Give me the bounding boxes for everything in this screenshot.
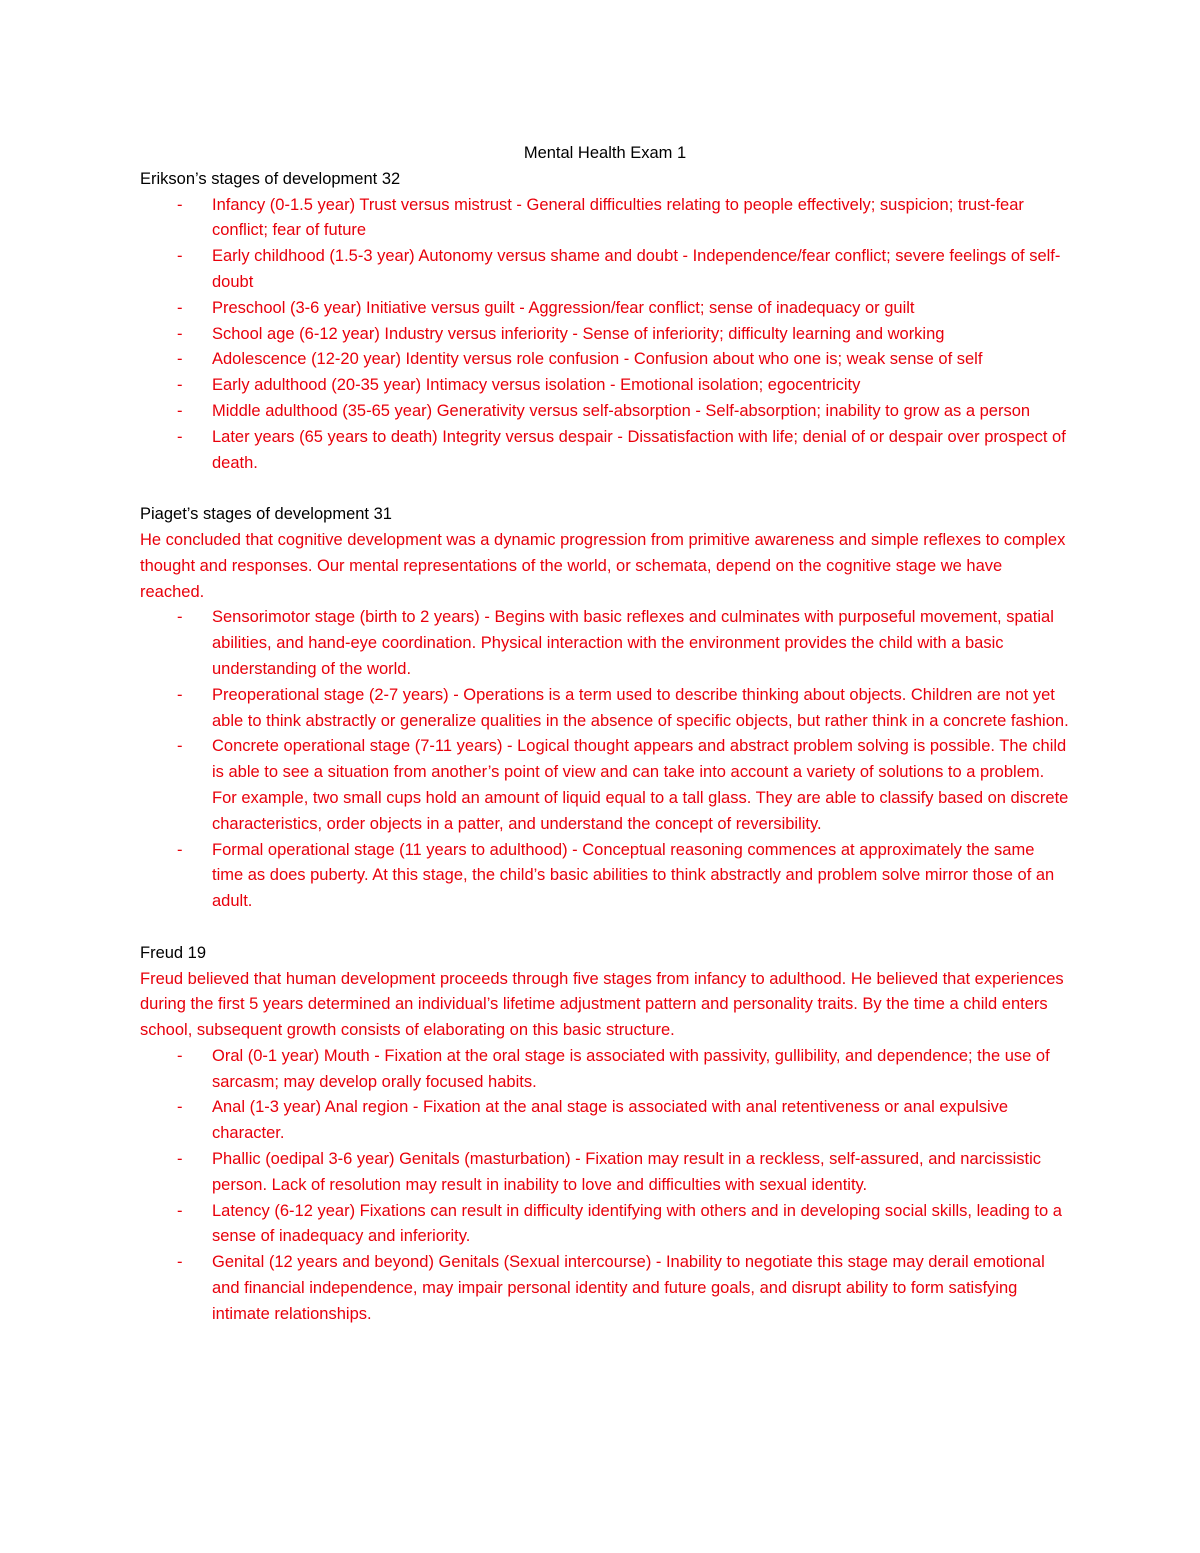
dash-bullet: - <box>177 840 183 859</box>
list-item: - Genital (12 years and beyond) Genitals (Sexual intercourse) - Inability to negotiate this stage may derail emotional and financial independence, may impair personal identity and future goals, and disrupt ability to form satisfying intimate relationships. <box>140 1250 1070 1327</box>
dash-bullet: - <box>177 1201 183 1220</box>
list-item: - Middle adulthood (35-65 year) Generativity versus self-absorption - Self-absorption; inability to grow as a person <box>140 399 1070 425</box>
list-item: - Preoperational stage (2-7 years) - Operations is a term used to describe thinking about objects. Children are not yet able to think abstractly or generalize qualities in the absence of specific objects, but rather think in a concrete fashion. <box>140 683 1070 735</box>
list-item: - Sensorimotor stage (birth to 2 years) - Begins with basic reflexes and culminates with purposeful movement, spatial abilities, and hand-eye coordination. Physical interaction with the environment provides the child with a basic understanding of the world. <box>140 605 1070 682</box>
list-item: - Phallic (oedipal 3-6 year) Genitals (masturbation) - Fixation may result in a reckless, self-assured, and narcissistic person. Lack of resolution may result in inability to love and difficulties with sexual identity. <box>140 1147 1070 1199</box>
freud-list <box>140 1044 1070 1328</box>
document-title: Mental Health Exam 1 <box>523 144 687 162</box>
dash-bullet: - <box>177 737 183 756</box>
dash-bullet: - <box>177 608 183 627</box>
erikson-list <box>140 193 1070 477</box>
piaget-intro: He concluded that cognitive development was a dynamic progression from primitive awareness and simple reflexes to complex thought and responses. Our mental representations of the world, or schemata, depend on the cognitive stage we have reached. <box>140 530 1066 601</box>
dash-bullet: - <box>177 298 183 317</box>
list-item: - Preschool (3-6 year) Initiative versus guilt - Aggression/fear conflict; sense of inadequacy or guilt <box>140 296 1070 322</box>
section-spacer <box>140 476 1070 502</box>
freud-intro: Freud believed that human development proceeds through five stages from infancy to adulthood. He believed that experiences during the first 5 years determined an individual’s lifetime adjustment pattern and personality traits. By the time a child enters school, subsequent growth consists of elaborating on this basic structure. <box>140 969 1064 1040</box>
list-item: - Concrete operational stage (7-11 years) - Logical thought appears and abstract problem solving is possible. The child is able to see a situation from another’s point of view and can take into account a variety of solutions to a problem. For example, two small cups hold an amount of liquid equal to a tall glass. They are able to classify based on discrete characteristics, order objects in a patter, and understand the concept of reversibility. <box>140 734 1070 837</box>
list-item: - Anal (1-3 year) Anal region - Fixation at the anal stage is associated with anal retentiveness or anal expulsive character. <box>140 1095 1070 1147</box>
list-item: - Later years (65 years to death) Integrity versus despair - Dissatisfaction with life; denial of or despair over prospect of death. <box>140 425 1070 477</box>
dash-bullet: - <box>177 1098 183 1117</box>
list-item: - Latency (6-12 year) Fixations can result in difficulty identifying with others and in developing social skills, leading to a sense of inadequacy and inferiority. <box>140 1199 1070 1251</box>
freud-heading: Freud 19 <box>140 943 207 962</box>
dash-bullet: - <box>177 350 183 369</box>
section-spacer <box>140 915 1070 941</box>
dash-bullet: - <box>177 247 183 266</box>
piaget-heading: Piaget’s stages of development 31 <box>140 505 392 524</box>
dash-bullet: - <box>177 427 183 446</box>
list-item: - Infancy (0-1.5 year) Trust versus mistrust - General difficulties relating to people effectively; suspicion; trust-fear conflict; fear of future <box>140 193 1070 245</box>
dash-bullet: - <box>177 685 183 704</box>
dash-bullet: - <box>177 401 183 420</box>
list-item: - Early childhood (1.5-3 year) Autonomy versus shame and doubt - Independence/fear conflict; severe feelings of self-doubt <box>140 244 1070 296</box>
dash-bullet: - <box>177 1253 183 1272</box>
dash-bullet: - <box>177 195 183 214</box>
list-item: - Oral (0-1 year) Mouth - Fixation at the oral stage is associated with passivity, gullibility, and dependence; the use of sarcasm; may develop orally focused habits. <box>140 1044 1070 1096</box>
erikson-heading: Erikson’s stages of development 32 <box>140 169 401 188</box>
list-item: - Formal operational stage (11 years to adulthood) - Conceptual reasoning commences at approximately the same time as does puberty. At this stage, the child’s basic abilities to think abstractly and problem solve mirror those of an adult. <box>140 838 1070 915</box>
dash-bullet: - <box>177 1150 183 1169</box>
list-item: - School age (6-12 year) Industry versus inferiority - Sense of inferiority; difficulty learning and working <box>140 322 1070 348</box>
dash-bullet: - <box>177 1046 183 1065</box>
list-item: - Adolescence (12-20 year) Identity versus role confusion - Confusion about who one is; weak sense of self <box>140 347 1070 373</box>
dash-bullet: - <box>177 324 183 343</box>
piaget-list <box>140 605 1070 915</box>
list-item: - Early adulthood (20-35 year) Intimacy versus isolation - Emotional isolation; egocentricity <box>140 373 1070 399</box>
document-page <box>140 141 1070 1328</box>
dash-bullet: - <box>177 376 183 395</box>
